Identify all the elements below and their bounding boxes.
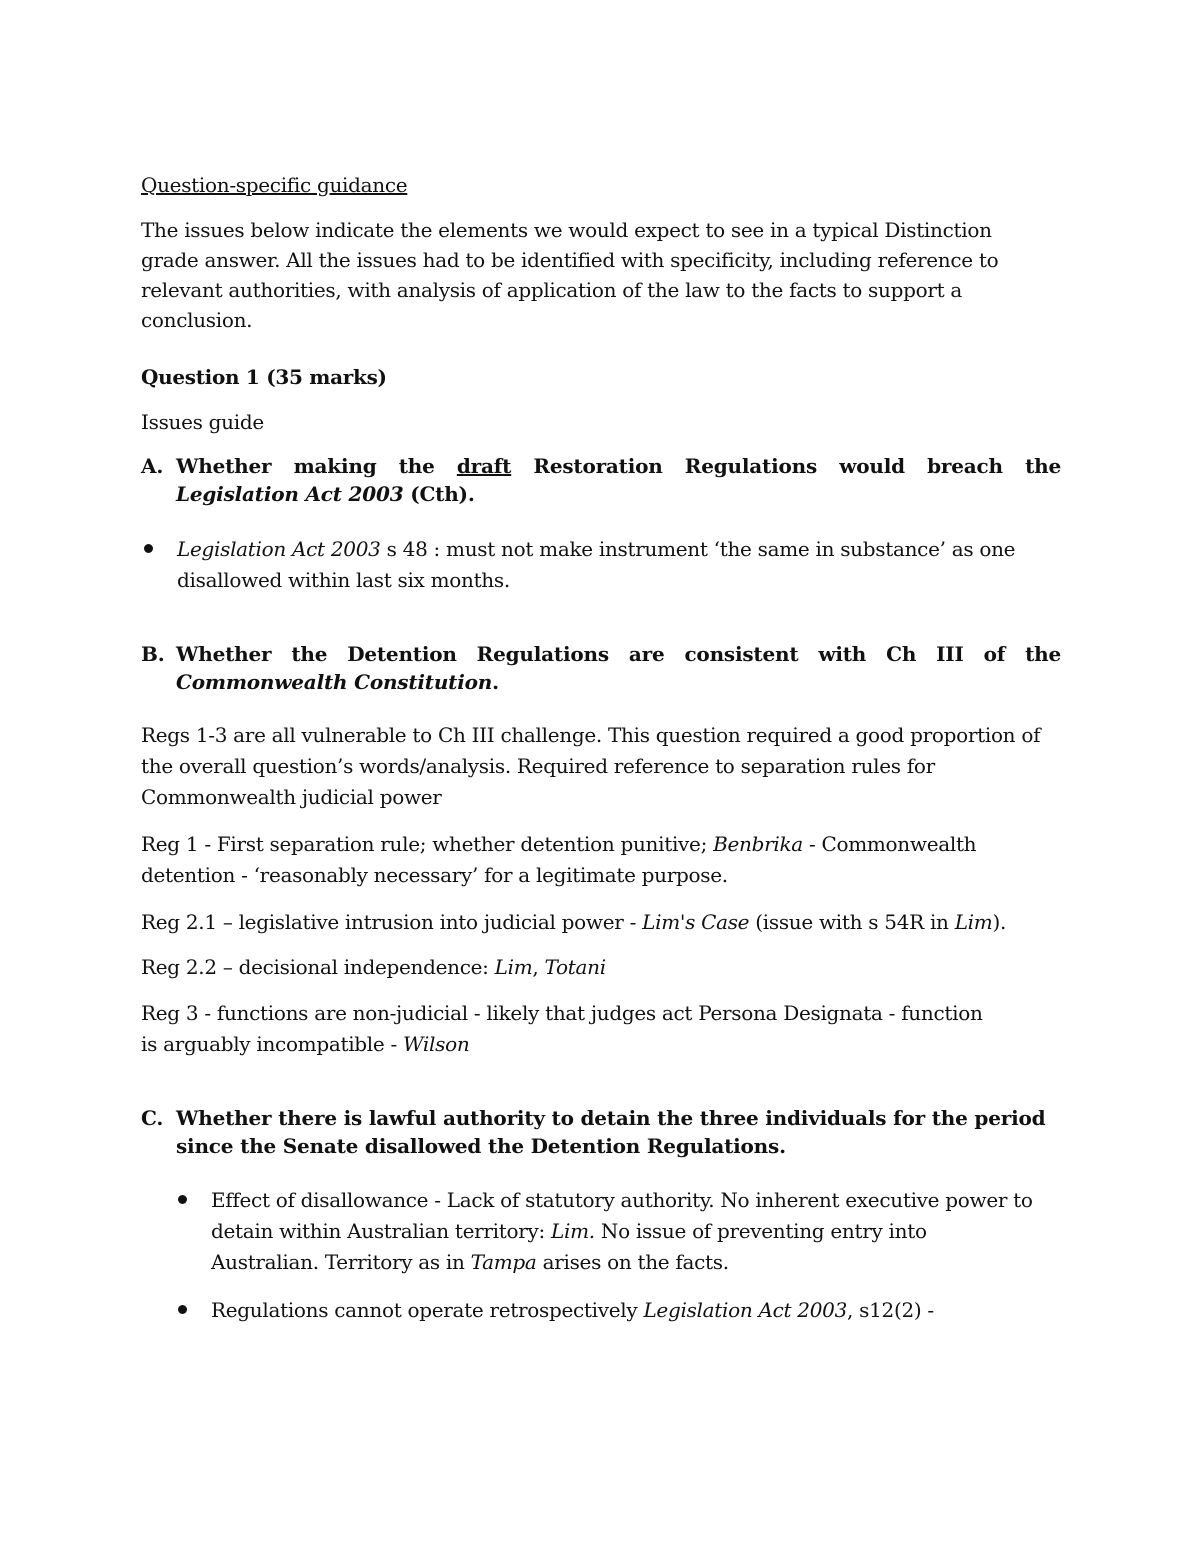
- section-a-bullet: Legislation Act 2003 s 48 : must not make instrument ‘the same in substance’ as one disallowed within last six months.: [141, 534, 1021, 596]
- guidance-intro: The issues below indicate the elements we would expect to see in a typical Distinction grade answer. All the issues had to be identified with specificity, including reference to relevant authorities, with analysis of application of the law to the facts to support a conclusion.: [141, 218, 999, 332]
- bullet-icon: [178, 1195, 187, 1204]
- section-c-bullet-1: Effect of disallowance - Lack of statutory authority. No inherent executive power to detain within Australian territory: Lim. No issue of preventing entry into Australian. Territory as in Tampa arises on the facts.: [175, 1185, 1035, 1278]
- section-c-heading: C. Whether there is lawful authority to detain the three individuals for the period since the Senate disallowed the Detention Regulations.: [141, 1106, 1046, 1158]
- guidance-title: Question-specific guidance: [141, 173, 408, 197]
- section-a-label: A.: [141, 454, 164, 478]
- reg-3-paragraph: Reg 3 - functions are non-judicial - likely that judges act Persona Designata - function is arguably incompatible - Wilson: [141, 1001, 983, 1056]
- section-b-heading: B. Whether the Detention Regulations are consistent with Ch III of the Commonwealth Constitution.: [141, 642, 1061, 694]
- section-b-label: B.: [141, 642, 165, 666]
- reg-2-2-paragraph: Reg 2.2 – decisional independence: Lim, Totani: [141, 955, 606, 979]
- reg-2-1-paragraph: Reg 2.1 – legislative intrusion into judicial power - Lim's Case (issue with s 54R in Lim).: [141, 910, 1007, 934]
- reg-1-paragraph: Reg 1 - First separation rule; whether detention punitive; Benbrika - Commonwealth detention - ‘reasonably necessary’ for a legitimate purpose.: [141, 832, 977, 887]
- section-c-bullet-2: Regulations cannot operate retrospectively Legislation Act 2003, s12(2) -: [175, 1295, 1035, 1326]
- question-title: Question 1 (35 marks): [141, 365, 387, 389]
- section-a-heading: A. Whether making the draft Restoration Regulations would breach the Legislation Act 2003 (Cth).: [141, 454, 1061, 506]
- section-b-paragraph: Regs 1-3 are all vulnerable to Ch III challenge. This question required a good proportion of the overall question’s words/analysis. Required reference to separation rules for Commonwealth judicial power: [141, 723, 1041, 809]
- bullet-icon: [144, 544, 153, 553]
- section-c-label: C.: [141, 1106, 164, 1130]
- issues-guide-label: Issues guide: [141, 410, 264, 434]
- bullet-icon: [178, 1305, 187, 1314]
